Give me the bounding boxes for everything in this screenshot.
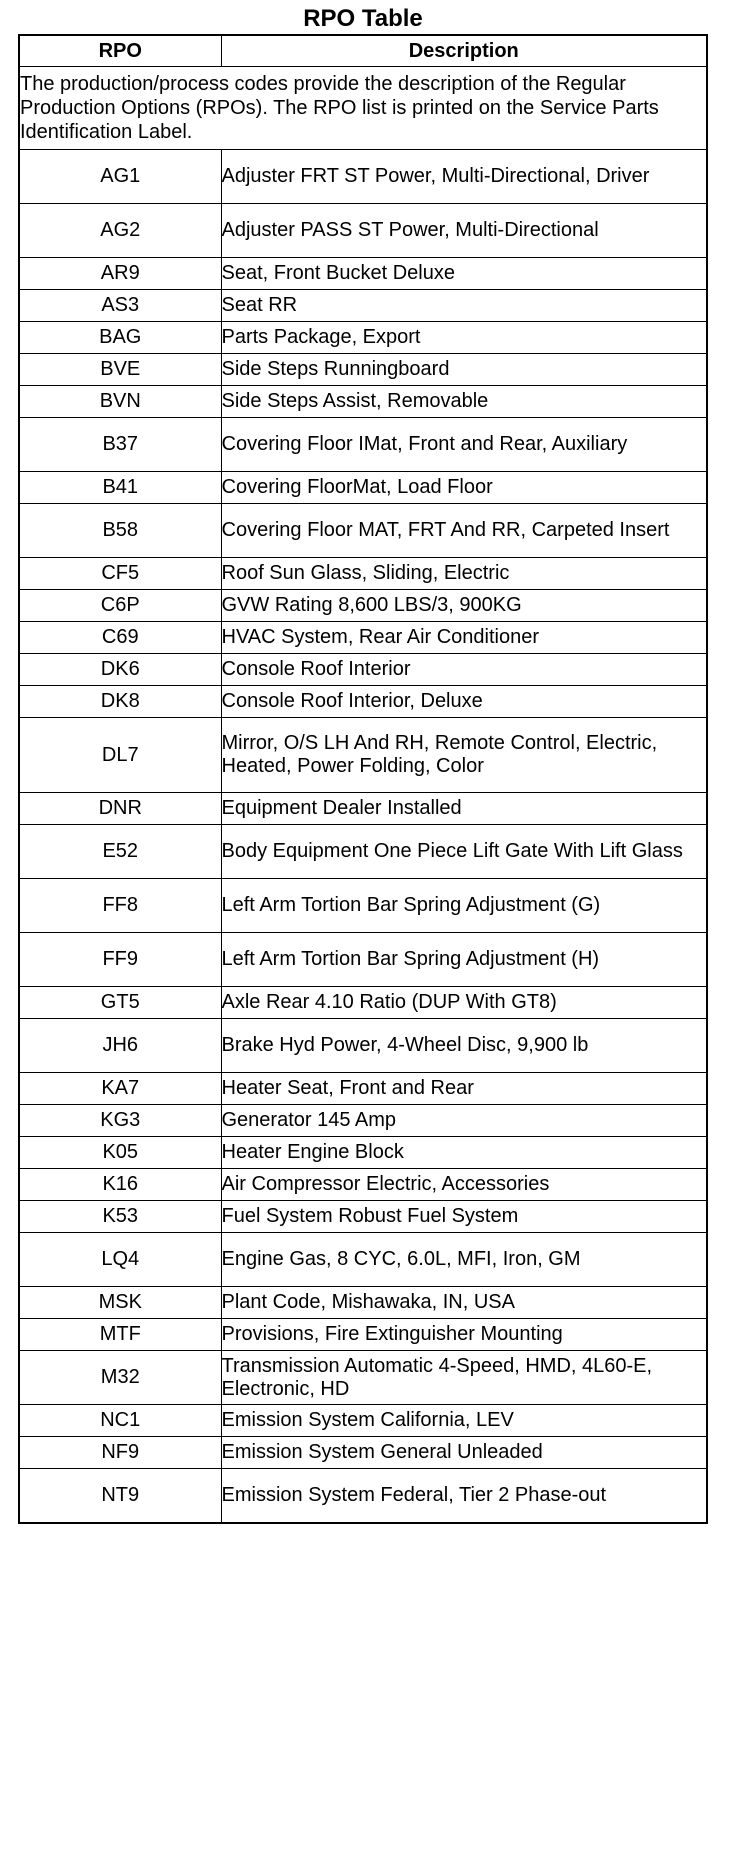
rpo-code-cell: FF9: [19, 933, 221, 987]
rpo-code-cell: NT9: [19, 1469, 221, 1524]
rpo-code-cell: NF9: [19, 1437, 221, 1469]
rpo-description-cell: Side Steps Runningboard: [221, 354, 707, 386]
table-row: [19, 290, 707, 322]
table-row: [19, 1137, 707, 1169]
table-row: [19, 204, 707, 258]
table-row: [19, 1405, 707, 1437]
rpo-description-cell: Console Roof Interior: [221, 654, 707, 686]
rpo-description-cell: Seat, Front Bucket Deluxe: [221, 258, 707, 290]
table-row: [19, 1469, 707, 1524]
rpo-description-cell: Body Equipment One Piece Lift Gate With Lift Glass: [221, 825, 707, 879]
rpo-code-cell: K16: [19, 1169, 221, 1201]
rpo-code-cell: LQ4: [19, 1233, 221, 1287]
rpo-code-cell: AS3: [19, 290, 221, 322]
rpo-description-cell: Left Arm Tortion Bar Spring Adjustment (G): [221, 879, 707, 933]
rpo-code-cell: FF8: [19, 879, 221, 933]
rpo-code-cell: K53: [19, 1201, 221, 1233]
rpo-description-cell: Roof Sun Glass, Sliding, Electric: [221, 558, 707, 590]
rpo-code-cell: AG2: [19, 204, 221, 258]
rpo-code-cell: MTF: [19, 1319, 221, 1351]
rpo-description-cell: Emission System California, LEV: [221, 1405, 707, 1437]
table-row: [19, 1073, 707, 1105]
rpo-description-cell: Left Arm Tortion Bar Spring Adjustment (H): [221, 933, 707, 987]
table-row: [19, 825, 707, 879]
rpo-code-cell: DL7: [19, 718, 221, 793]
table-row: [19, 654, 707, 686]
table-row: [19, 386, 707, 418]
table-title: RPO Table: [303, 5, 423, 32]
rpo-description-cell: Adjuster PASS ST Power, Multi-Directional: [221, 204, 707, 258]
rpo-code-cell: C6P: [19, 590, 221, 622]
rpo-description-cell: Equipment Dealer Installed: [221, 793, 707, 825]
rpo-column-header: RPO: [19, 35, 221, 67]
rpo-description-cell: Emission System General Unleaded: [221, 1437, 707, 1469]
rpo-description-cell: Plant Code, Mishawaka, IN, USA: [221, 1287, 707, 1319]
rpo-description-cell: Generator 145 Amp: [221, 1105, 707, 1137]
table-row: [19, 1351, 707, 1405]
rpo-code-cell: BVN: [19, 386, 221, 418]
table-row: [19, 686, 707, 718]
table-row: [19, 793, 707, 825]
rpo-description-cell: Emission System Federal, Tier 2 Phase-out: [221, 1469, 707, 1524]
rpo-description-cell: Heater Seat, Front and Rear: [221, 1073, 707, 1105]
rpo-code-cell: DNR: [19, 793, 221, 825]
rpo-description-cell: Heater Engine Block: [221, 1137, 707, 1169]
table-row: [19, 1169, 707, 1201]
table-row: [19, 150, 707, 204]
rpo-description-cell: Covering FloorMat, Load Floor: [221, 472, 707, 504]
rpo-description-cell: Axle Rear 4.10 Ratio (DUP With GT8): [221, 987, 707, 1019]
table-row: [19, 1287, 707, 1319]
rpo-description-cell: HVAC System, Rear Air Conditioner: [221, 622, 707, 654]
rpo-description-cell: Adjuster FRT ST Power, Multi-Directional, Driver: [221, 150, 707, 204]
intro-row: [19, 67, 707, 150]
rpo-code-cell: MSK: [19, 1287, 221, 1319]
rpo-code-cell: AR9: [19, 258, 221, 290]
table-row: [19, 622, 707, 654]
rpo-code-cell: K05: [19, 1137, 221, 1169]
table-row: [19, 987, 707, 1019]
table-row: [19, 558, 707, 590]
table-row: [19, 879, 707, 933]
rpo-description-cell: Covering Floor MAT, FRT And RR, Carpeted Insert: [221, 504, 707, 558]
rpo-code-cell: B41: [19, 472, 221, 504]
rpo-description-cell: Air Compressor Electric, Accessories: [221, 1169, 707, 1201]
table-row: [19, 504, 707, 558]
rpo-description-cell: Seat RR: [221, 290, 707, 322]
table-row: [19, 1105, 707, 1137]
table-row: [19, 1019, 707, 1073]
rpo-code-cell: GT5: [19, 987, 221, 1019]
rpo-code-cell: DK6: [19, 654, 221, 686]
description-column-header: Description: [221, 35, 707, 67]
rpo-code-cell: M32: [19, 1351, 221, 1405]
rpo-description-cell: Mirror, O/S LH And RH, Remote Control, Electric, Heated, Power Folding, Color: [221, 718, 707, 793]
rpo-code-cell: NC1: [19, 1405, 221, 1437]
table-row: [19, 1201, 707, 1233]
rpo-code-cell: BVE: [19, 354, 221, 386]
table-row: [19, 1319, 707, 1351]
table-row: [19, 322, 707, 354]
rpo-code-cell: CF5: [19, 558, 221, 590]
rpo-code-cell: E52: [19, 825, 221, 879]
rpo-description-cell: Transmission Automatic 4-Speed, HMD, 4L60-E, Electronic, HD: [221, 1351, 707, 1405]
rpo-code-cell: KG3: [19, 1105, 221, 1137]
rpo-code-cell: C69: [19, 622, 221, 654]
rpo-description-cell: Console Roof Interior, Deluxe: [221, 686, 707, 718]
table-row: [19, 418, 707, 472]
rpo-description-cell: Fuel System Robust Fuel System: [221, 1201, 707, 1233]
rpo-document: [18, 4, 708, 1524]
rpo-description-cell: GVW Rating 8,600 LBS/3, 900KG: [221, 590, 707, 622]
rpo-code-cell: AG1: [19, 150, 221, 204]
rpo-code-cell: B37: [19, 418, 221, 472]
rpo-description-cell: Side Steps Assist, Removable: [221, 386, 707, 418]
table-row: [19, 472, 707, 504]
table-row: [19, 258, 707, 290]
table-row: [19, 590, 707, 622]
table-row: [19, 718, 707, 793]
table-row: [19, 933, 707, 987]
rpo-code-cell: DK8: [19, 686, 221, 718]
rpo-description-cell: Parts Package, Export: [221, 322, 707, 354]
table-row: [19, 354, 707, 386]
rpo-code-cell: B58: [19, 504, 221, 558]
intro-text: The production/process codes provide the description of the Regular Production Options (RPOs). The RPO list is printed on the Service Parts Identification Label.: [19, 67, 707, 150]
rpo-code-cell: JH6: [19, 1019, 221, 1073]
rpo-description-cell: Brake Hyd Power, 4-Wheel Disc, 9,900 lb: [221, 1019, 707, 1073]
rpo-code-cell: KA7: [19, 1073, 221, 1105]
header-row: [19, 35, 707, 67]
table-row: [19, 1437, 707, 1469]
rpo-description-cell: Covering Floor IMat, Front and Rear, Auxiliary: [221, 418, 707, 472]
rpo-code-cell: BAG: [19, 322, 221, 354]
rpo-description-cell: Engine Gas, 8 CYC, 6.0L, MFI, Iron, GM: [221, 1233, 707, 1287]
rpo-table: [18, 34, 708, 1524]
table-row: [19, 1233, 707, 1287]
rpo-description-cell: Provisions, Fire Extinguisher Mounting: [221, 1319, 707, 1351]
